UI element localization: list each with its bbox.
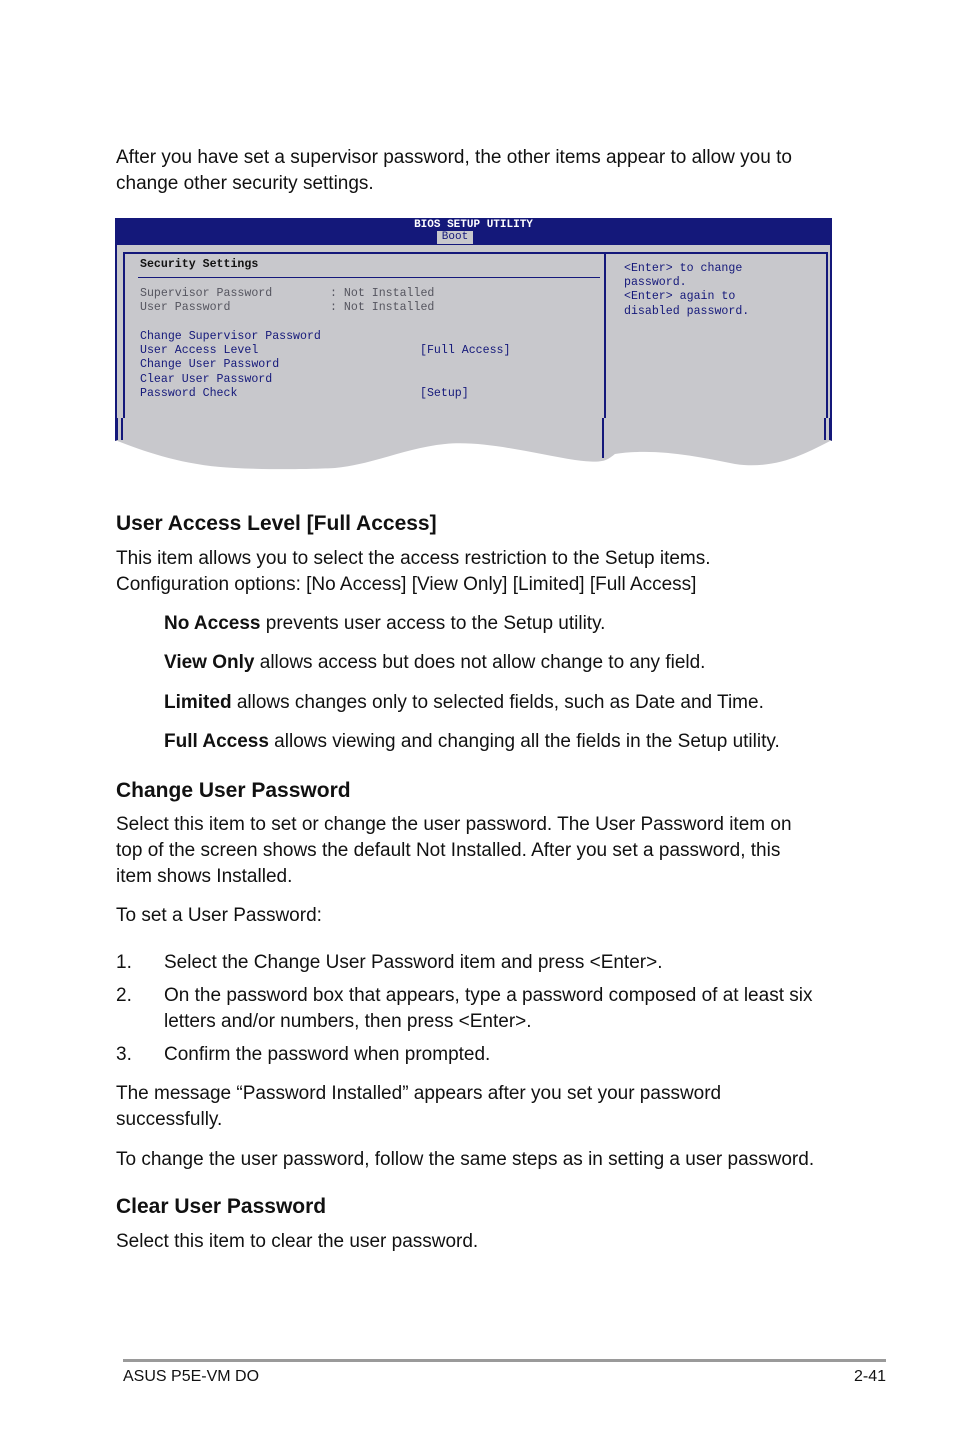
option-item: [164, 650, 705, 676]
bios-left-panel: [123, 252, 606, 442]
bios-screenshot: [115, 218, 832, 470]
bios-status-value: : Not Installed: [330, 301, 435, 314]
paragraph: To set a User Password:: [116, 905, 322, 926]
option-desc: allows access but does not allow change to any field.: [254, 652, 706, 673]
option-item: [164, 690, 764, 716]
intro-paragraph: After you have set a supervisor password, the other items appear to allow you to change other security settings.: [116, 147, 792, 194]
bios-menu-user-access-level[interactable]: User Access Level: [140, 344, 259, 357]
bios-title: BIOS SETUP UTILITY: [414, 219, 533, 231]
bios-menu-clear-user-password[interactable]: Clear User Password: [140, 373, 273, 386]
bios-status-label: User Password: [140, 301, 231, 314]
bios-help-line: disabled password.: [624, 305, 750, 318]
bios-tab-boot[interactable]: Boot: [437, 231, 473, 244]
step-text: letters and/or numbers, then press <Enter>.: [164, 1011, 532, 1032]
footer-page-number: 2-41: [853, 1368, 886, 1385]
paragraph: item shows Installed.: [116, 866, 293, 887]
paragraph: Configuration options: [No Access] [View Only] [Limited] [Full Access]: [116, 574, 697, 595]
step-number: 3.: [116, 1044, 132, 1065]
option-term: Full Access: [164, 731, 269, 752]
bios-help-line: password.: [624, 276, 687, 289]
heading-clear-user-password: Clear User Password: [116, 1195, 327, 1218]
paragraph: To change the user password, follow the same steps as in setting a user password.: [116, 1149, 815, 1170]
bios-menu-password-check[interactable]: Password Check: [140, 387, 238, 400]
option-desc: prevents user access to the Setup utility.: [260, 613, 606, 634]
bios-menu-change-user-password[interactable]: Change User Password: [140, 358, 280, 371]
paragraph: top of the screen shows the default Not Installed. After you set a password, this: [116, 840, 781, 861]
bios-separator: [138, 277, 600, 278]
bios-body: [115, 245, 832, 441]
bios-menu-change-supervisor-password[interactable]: Change Supervisor Password: [140, 330, 321, 343]
option-item: [164, 611, 605, 637]
paragraph: successfully.: [116, 1109, 223, 1130]
paragraph: Select this item to clear the user password.: [116, 1231, 479, 1252]
bios-menu-value[interactable]: [Setup]: [420, 387, 469, 400]
paragraph: This item allows you to select the access restriction to the Setup items.: [116, 548, 711, 569]
option-term: View Only: [164, 652, 255, 673]
torn-edge-graphic: [115, 418, 832, 470]
bios-status-value: : Not Installed: [330, 287, 435, 300]
step-number: 2.: [116, 985, 132, 1006]
option-term: No Access: [164, 613, 261, 634]
bios-help-line: <Enter> to change: [624, 262, 743, 275]
option-desc: allows changes only to selected fields, such as Date and Time.: [231, 692, 764, 713]
option-term: Limited: [164, 692, 232, 713]
bios-title-bar: [115, 218, 832, 245]
step-text: On the password box that appears, type a password composed of at least six: [164, 985, 813, 1006]
step-number: 1.: [116, 952, 132, 973]
bios-status-label: Supervisor Password: [140, 287, 273, 300]
option-item: [164, 729, 780, 755]
footer-rule: [123, 1359, 886, 1362]
paragraph: The message “Password Installed” appears after you set your password: [116, 1083, 722, 1104]
step-text: Confirm the password when prompted.: [164, 1044, 491, 1065]
step-text: Select the Change User Password item and press <Enter>.: [164, 952, 663, 973]
bios-help-panel: [604, 252, 828, 442]
heading-change-user-password: Change User Password: [116, 779, 351, 802]
bios-section-title: Security Settings: [140, 258, 259, 271]
heading-user-access-level: User Access Level [Full Access]: [116, 512, 437, 535]
footer-product: ASUS P5E-VM DO: [123, 1368, 260, 1385]
option-desc: allows viewing and changing all the fields in the Setup utility.: [268, 731, 780, 752]
bios-help-line: <Enter> again to: [624, 290, 736, 303]
bios-menu-value[interactable]: [Full Access]: [420, 344, 511, 357]
paragraph: Select this item to set or change the user password. The User Password item on: [116, 814, 792, 835]
